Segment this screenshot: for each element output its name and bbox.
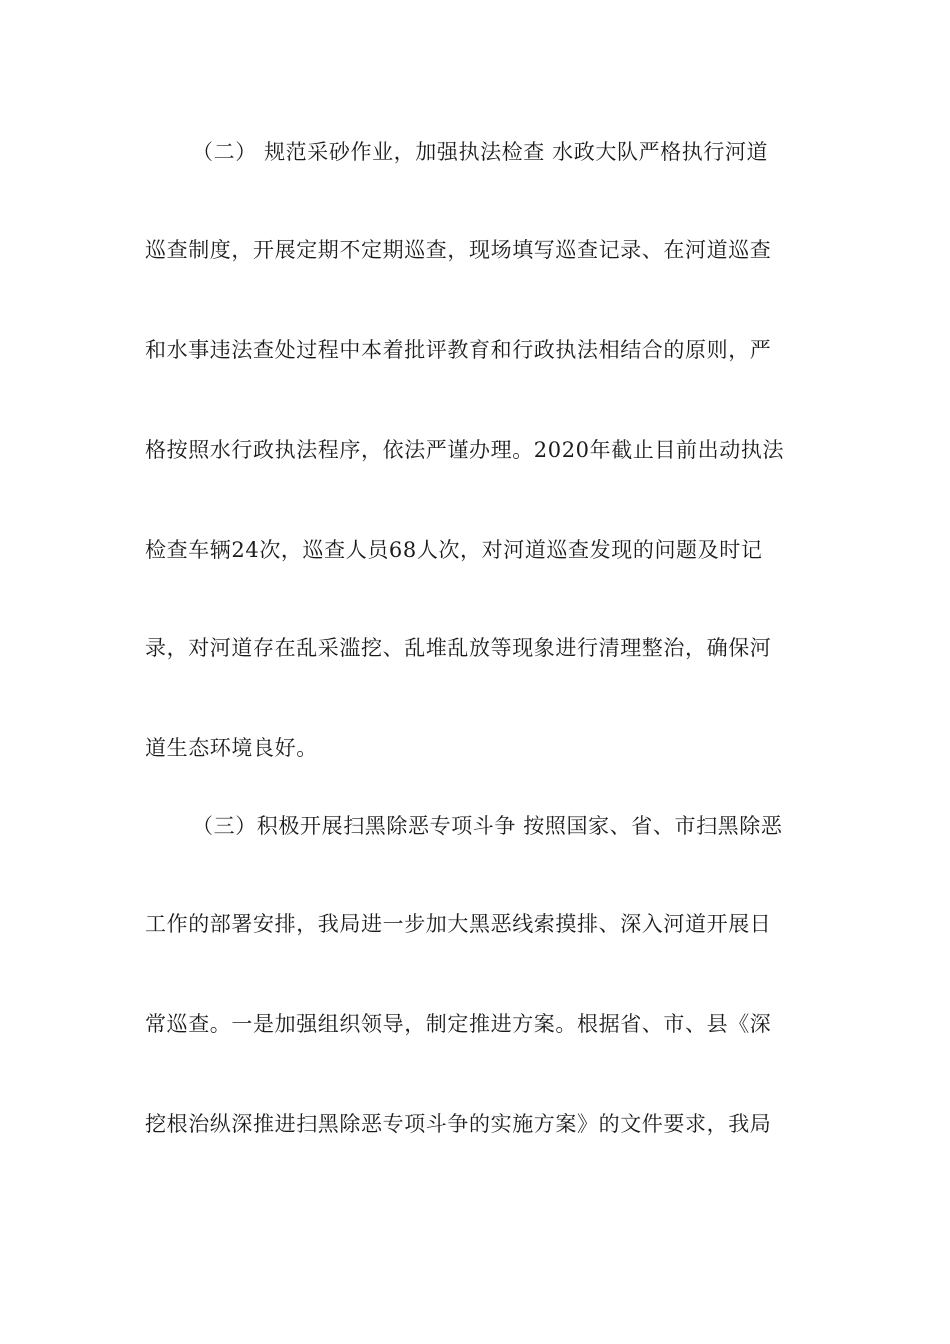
paragraph-3-line-4: 挖根治纵深推进扫黑除恶专项斗争的实施方案》的文件要求，我局 — [145, 1112, 772, 1136]
paragraph-2-line-5: 检查车辆24次，巡查人员68人次，对河道巡查发现的问题及时记 — [145, 538, 763, 562]
paragraph-2-line-1: （二） 规范采砂作业，加强执法检查 水政大队严格执行河道 — [192, 140, 769, 164]
paragraph-2-line-4: 格按照水行政执法程序，依法严谨办理。2020年截止目前出动执法 — [145, 438, 785, 462]
paragraph-2-line-2: 巡查制度，开展定期不定期巡查，现场填写巡查记录、在河道巡查 — [145, 238, 772, 262]
paragraph-2-line-3: 和水事违法查处过程中本着批评教育和行政执法相结合的原则，严 — [145, 338, 772, 362]
paragraph-3-line-3: 常巡查。一是加强组织领导，制定推进方案。根据省、市、县《深 — [145, 1012, 772, 1036]
paragraph-3-line-1: （三）积极开展扫黑除恶专项斗争 按照国家、省、市扫黑除恶 — [192, 814, 783, 838]
paragraph-2-line-7: 道生态环境良好。 — [145, 736, 318, 760]
paragraph-3-line-2: 工作的部署安排，我局进一步加大黑恶线索摸排、深入河道开展日 — [145, 912, 772, 936]
paragraph-2-line-6: 录，对河道存在乱采滥挖、乱堆乱放等现象进行清理整治，确保河 — [145, 636, 772, 660]
